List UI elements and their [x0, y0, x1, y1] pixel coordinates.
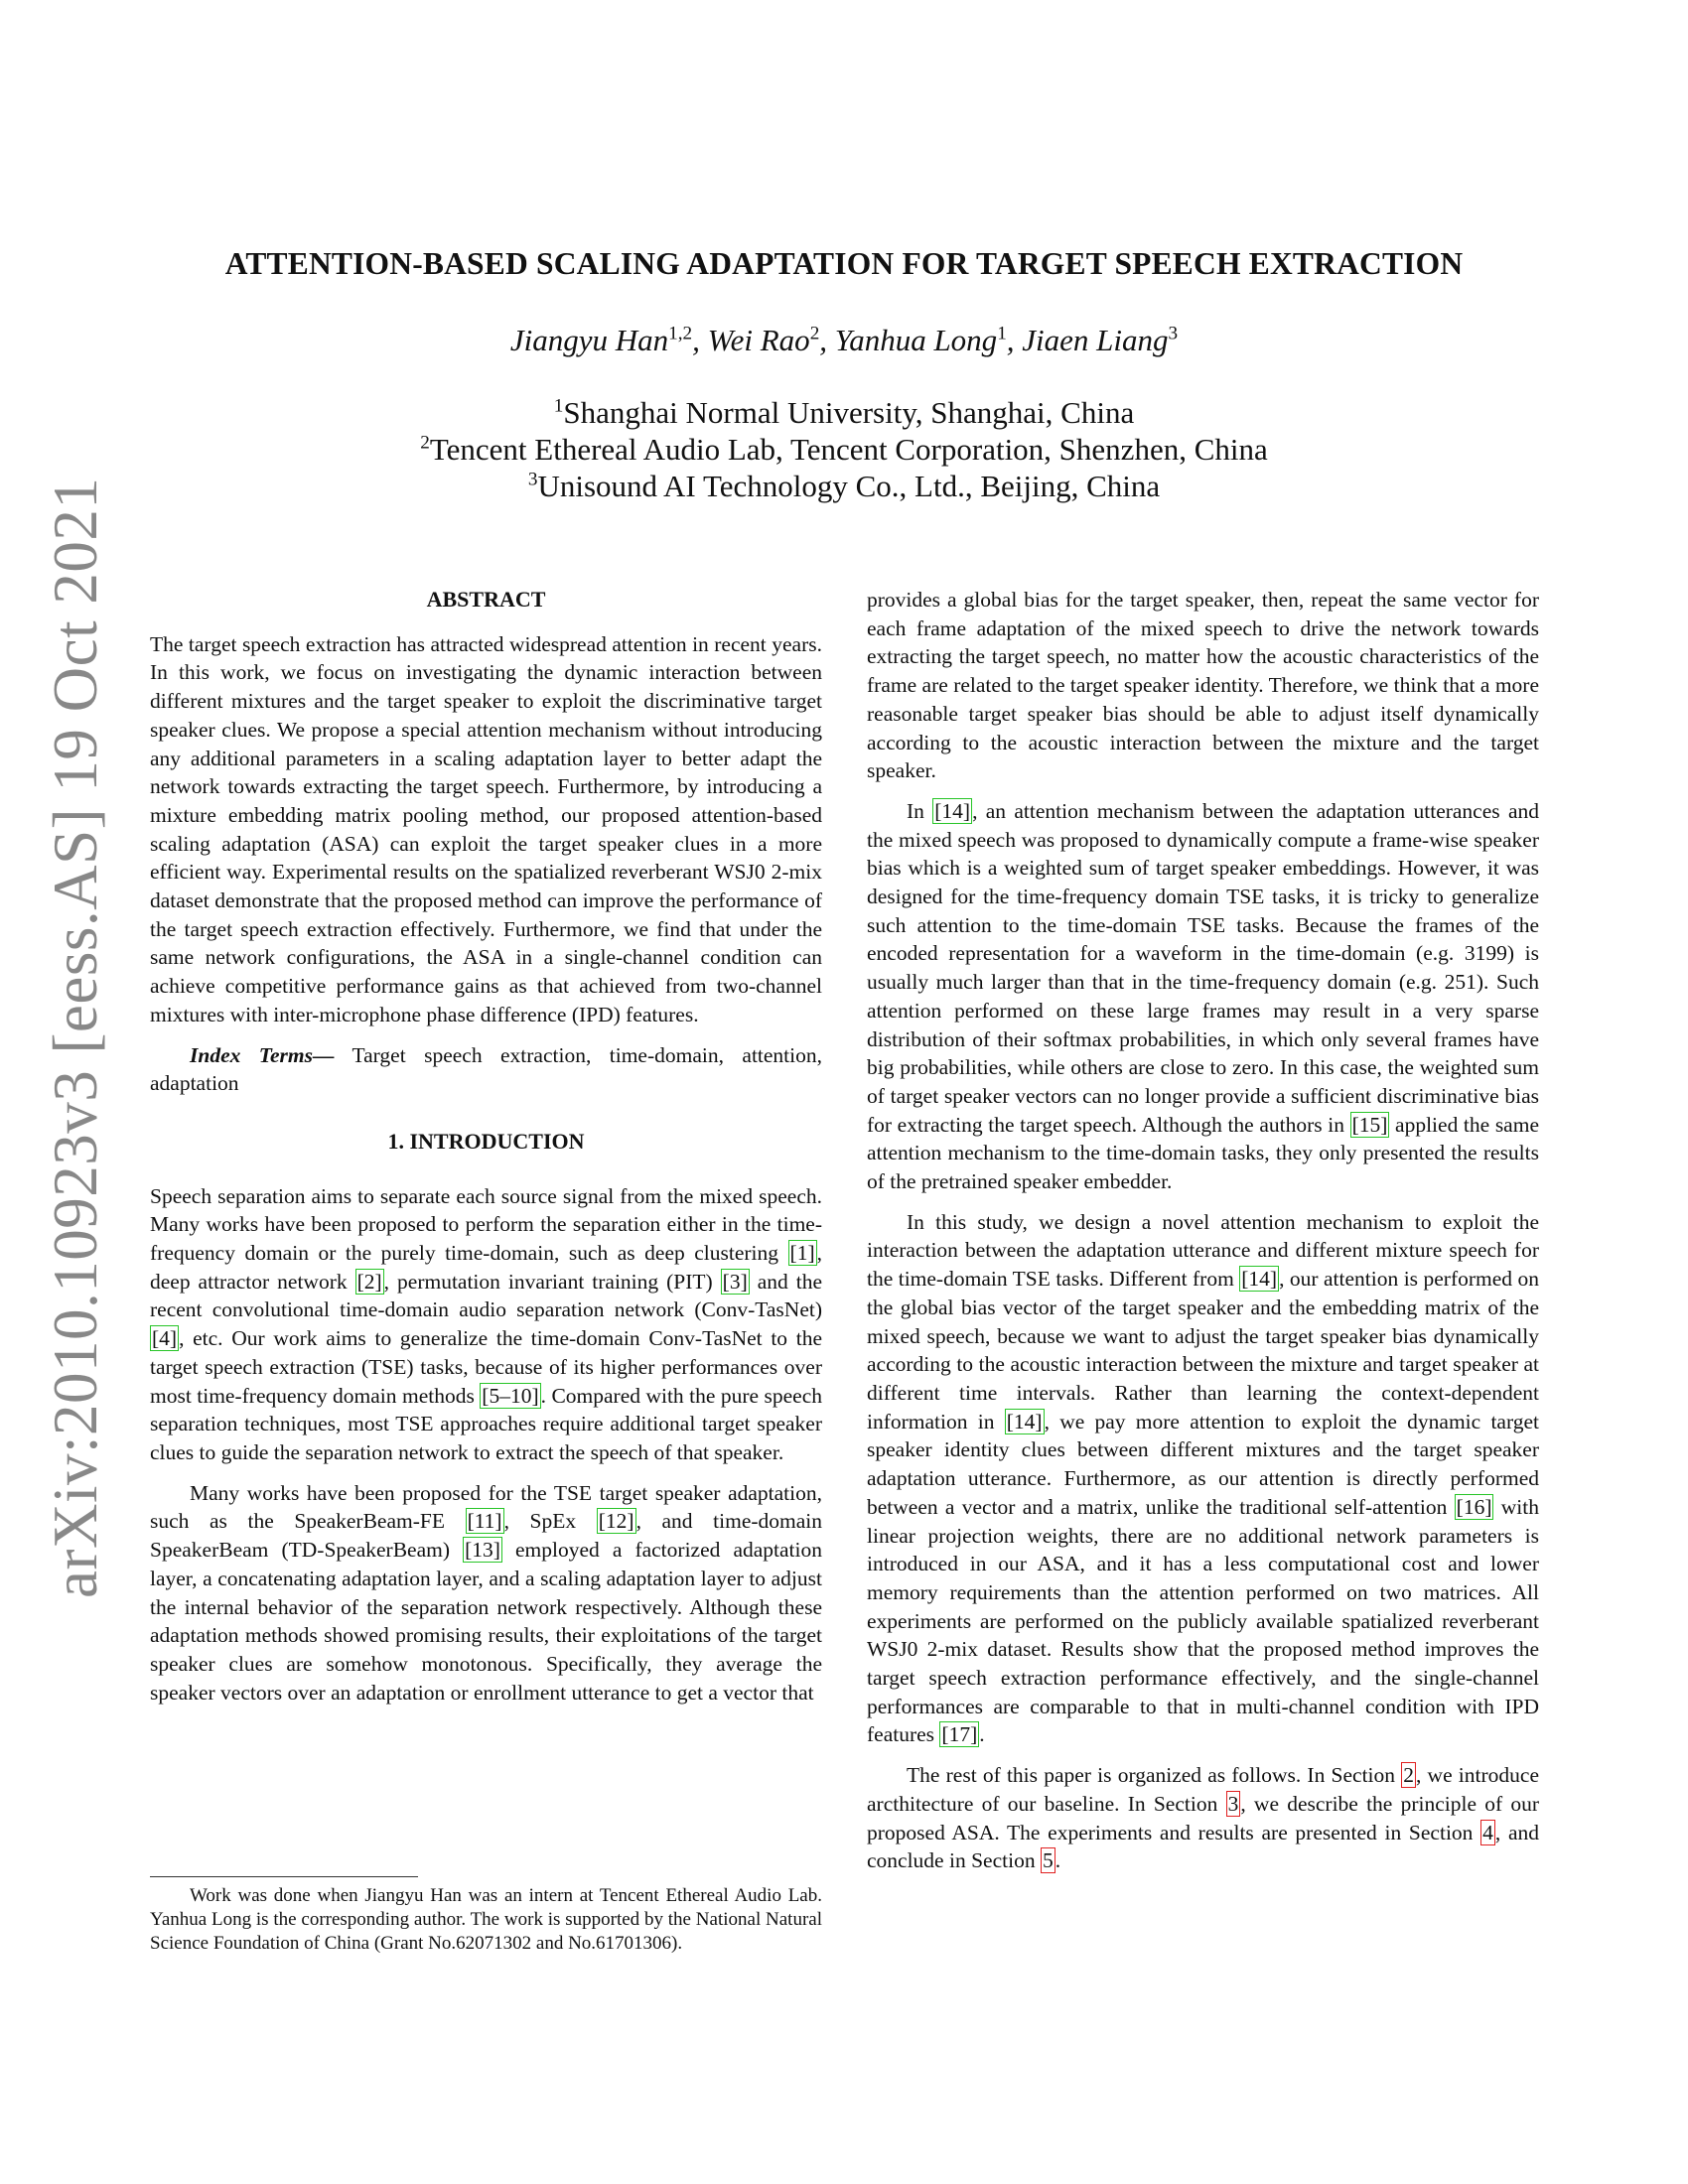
affiliation — [0, 394, 1688, 431]
paper-title: ATTENTION-BASED SCALING ADAPTATION FOR TARGET SPEECH EXTRACTION — [224, 246, 1464, 281]
author-name: Yanhua Long — [834, 323, 998, 357]
citation-link[interactable]: [14] — [1241, 1267, 1278, 1292]
affiliation-text: Tencent Ethereal Audio Lab, Tencent Corporation, Shenzhen, China — [429, 432, 1268, 467]
citation-link[interactable]: [5–10] — [482, 1383, 539, 1408]
citation-link[interactable]: [13] — [465, 1538, 500, 1563]
paragraph-text: employed a factorized adaptation layer, a concatenating adaptation layer, and a scaling adaptation layer to adjust the internal behavior of the separation network respectively. Although these adaptation methods showed promising results, their exploitations of the target speaker clues are somehow monotonous. Specifically, they average the speaker vectors over an adaptation or enrollment utterance to get a vector that — [150, 1538, 822, 1705]
body-paragraph — [867, 1208, 1539, 1749]
paragraph-text: , deep attractor network — [150, 1241, 822, 1294]
paragraph-text: , and conclude in Section — [867, 1820, 1539, 1873]
index-terms — [150, 1041, 822, 1098]
introduction-body-right — [867, 586, 1539, 1875]
body-paragraph — [150, 1479, 822, 1707]
citation-link[interactable]: [14] — [1006, 1409, 1043, 1433]
author-affiliation-mark: 1,2 — [668, 323, 693, 344]
affiliation-list — [0, 394, 1688, 504]
section-link[interactable]: 3 — [1227, 1791, 1239, 1816]
citation-link[interactable]: [2] — [356, 1269, 382, 1294]
paragraph-text: , we describe the principle of our proposed ASA. The experiments and results are presented in Section — [867, 1791, 1540, 1844]
affiliation — [0, 468, 1688, 504]
index-terms-text: Target speech extraction, time-domain, attention, adaptation — [150, 1042, 823, 1096]
left-column — [150, 586, 822, 1718]
paragraph-text: , permutation invariant training (PIT) — [383, 1269, 721, 1294]
citation-link[interactable]: [16] — [1456, 1494, 1492, 1519]
affiliation-text: Shanghai Normal University, Shanghai, China — [563, 395, 1135, 430]
author-name: Jiangyu Han — [509, 323, 669, 357]
affiliation-mark: 1 — [553, 395, 564, 417]
paragraph-text: , an attention mechanism between the adaptation utterances and the mixed speech was proposed to dynamically compute a frame-wise speaker bias which is a weighted sum of target speaker embeddings. However, it was designed for the time-frequency domain TSE tasks, it is tricky to generalize such attention to the time-domain TSE tasks. Because the frames of the encoded representation for a waveform in the time-domain (e.g. 3199) is usually much larger than that in the time-frequency domain (e.g. 251). Such attention performed on these large frames may result in a very sparse distribution of their softmax probabilities, in which only several frames have big probabilities, while others are close to zero. In this case, the weighted sum of target speaker vectors can no longer provide a sufficient discriminative bias for extracting the target speech. Although the authors in — [867, 798, 1539, 1137]
citation-link[interactable]: [17] — [941, 1722, 978, 1747]
paragraph-text: , our attention is performed on the global bias vector of the target speaker and the embedding matrix of the mixed speech, because we want to adjust the target speaker bias dynamically according to the acoustic interaction between the mixture and target speaker at different time intervals. Rather than learning the context-dependent information in — [867, 1267, 1539, 1433]
footnote: Work was done when Jiangyu Han was an intern at Tencent Ethereal Audio Lab. Yanhua Long is the corresponding author. The work is supported by the National Natural Science Foundation of China (Grant No.62071302 and No.61701306). — [150, 1885, 822, 1954]
author-list: Jiangyu Han$^{1,2}$, Wei Rao$^2$, Yanhua Long$^1$, Jiaen Liang$^3$ — [509, 323, 1179, 357]
citation-link[interactable]: [12] — [598, 1509, 634, 1534]
paragraph-text: applied the same attention mechanism to the time-domain tasks, they only presented the results of the pretrained speaker embedder. — [867, 1112, 1539, 1194]
author-name: Jiaen Liang — [1022, 323, 1169, 357]
index-terms-label: Index Terms— — [190, 1042, 335, 1067]
paragraph-text: provides a global bias for the target speaker, then, repeat the same vector for each frame adaptation of the mixed speech to drive the network towards extracting the target speech, no matter how the acoustic characteristics of the frame are related to the target speaker identity. Therefore, we think that a more reasonable target speaker bias should be able to adjust itself dynamically according to the acoustic interaction between the mixture and the target speaker. — [867, 588, 1539, 783]
paragraph-text: , etc. Our work aims to generalize the time-domain Conv-TasNet to the target speech extraction (TSE) tasks, because of its higher performances over most time-frequency domain methods — [150, 1326, 822, 1408]
author-affiliation-mark: 1 — [997, 323, 1007, 344]
citation-link[interactable]: [15] — [1351, 1112, 1388, 1137]
body-paragraph — [867, 1761, 1539, 1875]
paragraph-text: Many works have been proposed for the TSE target speaker adaptation, such as the SpeakerBeam-FE — [150, 1480, 822, 1534]
paragraph-text: , we pay more attention to exploit the dynamic target speaker identity clues between different mixtures and the target speaker adaptation utterance. Furthermore, as our attention is directly performed between a vector and a matrix, unlike the traditional self-attention — [867, 1409, 1539, 1519]
paragraph-text: , SpEx — [503, 1509, 597, 1534]
arxiv-identifier: arXiv:2010.10923v3 [eess.AS] 19 Oct 2021 — [41, 477, 110, 1598]
body-paragraph — [867, 586, 1539, 785]
citation-link[interactable]: [4] — [152, 1326, 178, 1351]
citation-link[interactable]: [3] — [722, 1269, 748, 1294]
paragraph-text: The rest of this paper is organized as follows. In Section — [907, 1763, 1402, 1788]
affiliation-mark: 3 — [527, 469, 538, 490]
citation-link[interactable]: [1] — [789, 1241, 815, 1266]
section-link[interactable]: 5 — [1042, 1848, 1054, 1873]
author-affiliation-mark: 3 — [1168, 323, 1179, 344]
paragraph-text: . — [1055, 1848, 1061, 1873]
author-affiliation-mark: 2 — [809, 323, 820, 344]
right-column — [867, 586, 1539, 1887]
citation-link[interactable]: [14] — [934, 798, 971, 823]
author-name: Wei Rao — [707, 323, 810, 357]
paragraph-text: In this study, we design a novel attention mechanism to exploit the interaction between the adaptation utterance and different mixture speech for the time-domain TSE tasks. Different from — [867, 1209, 1539, 1292]
paragraph-text: and the recent convolutional time-domain audio separation network (Conv-TasNet) — [150, 1269, 823, 1322]
affiliation-mark: 2 — [420, 432, 430, 454]
introduction-body-left — [150, 1182, 822, 1707]
affiliation — [0, 431, 1688, 468]
footnote-divider — [150, 1876, 418, 1877]
abstract-heading: ABSTRACT — [426, 587, 546, 612]
citation-link[interactable]: [11] — [467, 1509, 502, 1534]
body-paragraph — [150, 1182, 822, 1467]
body-paragraph — [867, 797, 1539, 1196]
paragraph-text: with linear projection weights, there are no additional network parameters is introduced in our ASA, and it has a less computational cost and lower memory requirements than the attention performed on two matrices. All experiments are performed on the publicly available spatialized reverberant WSJ0 2-mix dataset. Results show that the proposed method improves the target speech extraction performance effectively, and the single-channel performances are comparable to that in multi-channel condition with IPD features — [867, 1494, 1539, 1747]
abstract-text: The target speech extraction has attracted widespread attention in recent years. In this work, we focus on investigating the dynamic interaction between different mixtures and the target speaker to exploit the discriminative target speaker clues. We propose a special attention mechanism without introducing any additional parameters in a scaling adaptation layer to better adapt the network towards extracting the target speech. Furthermore, by introducing a mixture embedding matrix pooling method, our proposed attention-based scaling adaptation (ASA) can exploit the target speaker clues in a more efficient way. Experimental results on the spatialized reverberant WSJ0 2-mix dataset demonstrate that the proposed method can improve the performance of the target speech extraction effectively. Furthermore, we find that under the same network configurations, the ASA in a single-channel condition can achieve competitive performance gains as that achieved from two-channel mixtures with inter-microphone phase difference (IPD) features. — [150, 631, 822, 1026]
paragraph-text: . Compared with the pure speech separation techniques, most TSE approaches require additional target speaker clues to guide the separation network to extract the speech of that speaker. — [150, 1383, 823, 1464]
paragraph-text: Speech separation aims to separate each source signal from the mixed speech. Many works have been proposed to perform the separation either in the time-frequency domain or the purely time-domain, such as deep clustering — [150, 1183, 822, 1266]
paragraph-text: , and time-domain SpeakerBeam (TD-SpeakerBeam) — [150, 1509, 823, 1563]
section-link[interactable]: 2 — [1403, 1763, 1414, 1788]
section-link[interactable]: 4 — [1482, 1820, 1493, 1844]
paragraph-text: In — [907, 798, 933, 823]
introduction-heading: 1. INTRODUCTION — [387, 1128, 585, 1154]
affiliation-text: Unisound AI Technology Co., Ltd., Beijing, China — [537, 469, 1161, 503]
paragraph-text: , we introduce arcthitecture of our baseline. In Section — [867, 1763, 1539, 1816]
paragraph-text: . — [979, 1722, 985, 1747]
